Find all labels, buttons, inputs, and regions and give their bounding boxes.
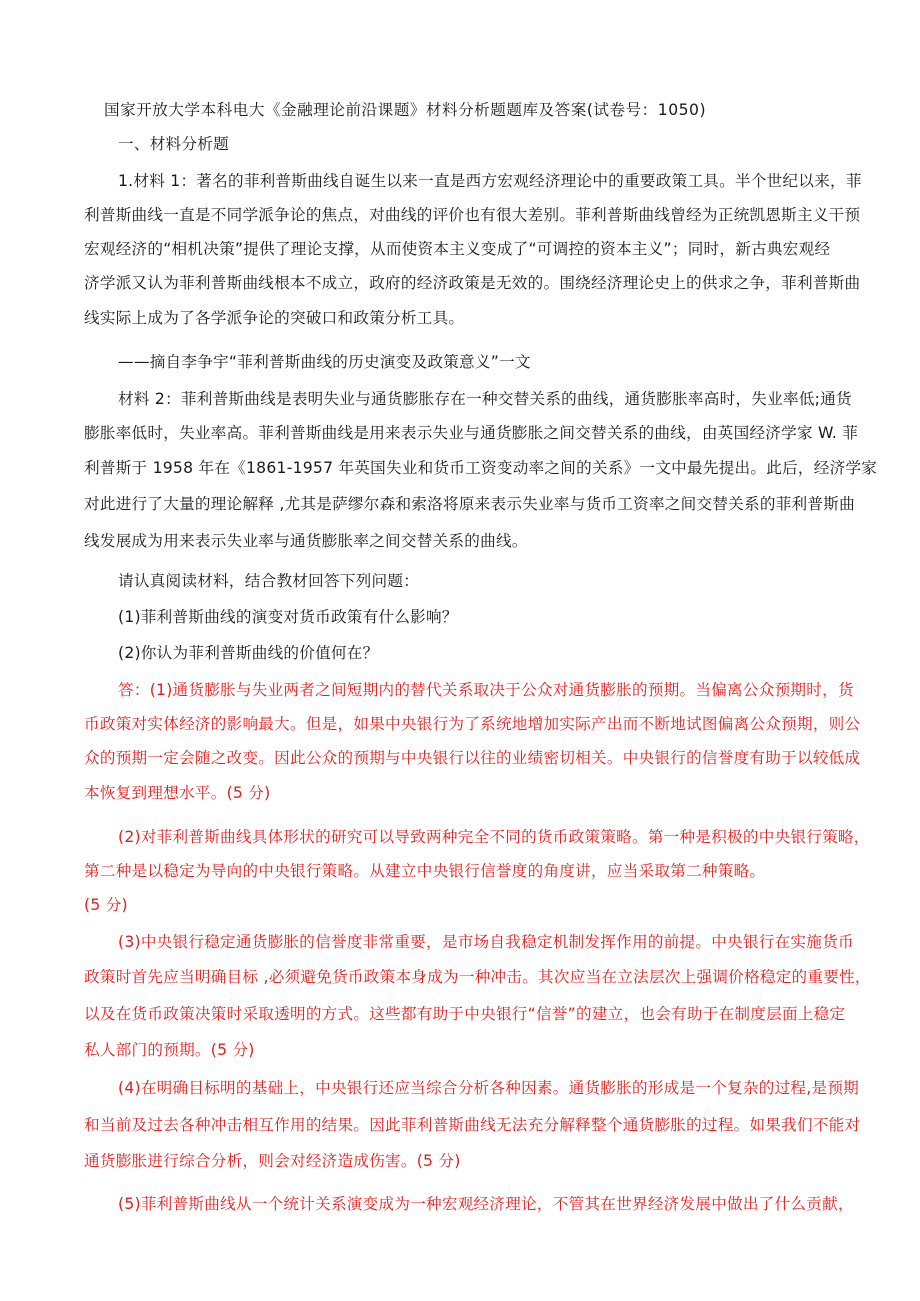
section-heading: 一、材料分析题 — [118, 135, 229, 153]
material-1-line: 济学派又认为菲利普斯曲线根本不成立，政府的经济政策是无效的。围绕经济理论史上的供求之争，菲利普斯曲 — [84, 274, 861, 292]
answer-3-line: 以及在货币政策决策时采取透明的方式。这些都有助于中央银行“信誉”的建立，也会有助于在制度层面上稳定 — [84, 1005, 846, 1023]
material-2-line: 利普斯于 1958 年在《1861-1957 年英国失业和货币工资变动率之间的关系》一文中最先提出。此后，经济学家 — [84, 459, 878, 477]
material-2-line: 材料 2：菲利普斯曲线是表明失业与通货膨胀存在一种交替关系的曲线，通货膨胀率高时，失业率低;通货 — [118, 390, 852, 408]
document-title: 国家开放大学本科电大《金融理论前沿课题》材料分析题题库及答案(试卷号：1050) — [104, 101, 707, 119]
answer-2-line: (2)对菲利普斯曲线具体形状的研究可以导致两种完全不同的货币政策策略。第一种是积极的中央银行策略， — [118, 828, 870, 846]
material-2-line: 膨胀率低时，失业率高。菲利普斯曲线是用来表示失业与通货膨胀之间交替关系的曲线，由英国经济学家 W. 菲 — [84, 424, 859, 442]
material-1-line: 宏观经济的“相机决策”提供了理论支撑，从而使资本主义变成了“可调控的资本主义”；同时，新古典宏观经 — [84, 240, 831, 258]
material-1-line: 1.材料 1：著名的菲利普斯曲线自诞生以来一直是西方宏观经济理论中的重要政策工具。半个世纪以来，菲 — [118, 172, 862, 190]
answer-1-line: 币政策对实体经济的影响最大。但是，如果中央银行为了系统地增加实际产出而不断地试图偏离公众预期，则公 — [84, 715, 861, 733]
answer-4-line: 和当前及过去各种冲击相互作用的结果。因此菲利普斯曲线无法充分解释整个通货膨胀的过程。如果我们不能对 — [84, 1116, 861, 1134]
answer-5-line: (5)菲利普斯曲线从一个统计关系演变成为一种宏观经济理论，不管其在世界经济发展中做出了什么贡献， — [118, 1195, 854, 1213]
question-2: (2)你认为菲利普斯曲线的价值何在？ — [118, 644, 379, 662]
material-2-line: 线发展成为用来表示失业率与通货膨胀率之间交替关系的曲线。 — [84, 532, 528, 550]
material-1-line: 线实际上成为了各学派争论的突破口和政策分析工具。 — [84, 309, 465, 327]
answer-1-line: 本恢复到理想水平。(5 分) — [84, 784, 271, 802]
answer-3-line: 私人部门的预期。(5 分) — [84, 1041, 255, 1059]
material-1-line: 利普斯曲线一直是不同学派争论的焦点，对曲线的评价也有很大差别。菲利普斯曲线曾经为正统凯恩斯主义干预 — [84, 206, 861, 224]
answer-3-line: 政策时首先应当明确目标 ,必须避免货币政策本身成为一种冲击。其次应当在立法层次上强调价格稳定的重要性， — [84, 968, 871, 986]
source-citation: ——摘自李争宇“菲利普斯曲线的历史演变及政策意义”一文 — [118, 353, 531, 371]
answer-2-line: (5 分) — [84, 896, 128, 914]
answer-3-line: (3)中央银行稳定通货膨胀的信誉度非常重要，是市场自我稳定机制发挥作用的前提。中央银行在实施货币 — [118, 933, 854, 951]
instruction: 请认真阅读材料，结合教材回答下列问题： — [118, 572, 420, 590]
material-2-line: 对此进行了大量的理论解释 ,尤其是萨缪尔森和索洛将原来表示失业率与货币工资率之间交替关系的菲利普斯曲 — [84, 495, 855, 513]
answer-1-line: 答：(1)通货膨胀与失业两者之间短期内的替代关系取决于公众对通货膨胀的预期。当偏离公众预期时，货 — [118, 681, 854, 699]
answer-4-line: 通货膨胀进行综合分析，则会对经济造成伤害。(5 分) — [84, 1152, 461, 1170]
answer-1-line: 众的预期一定会随之改变。因此公众的预期与中央银行以往的业绩密切相关。中央银行的信誉度有助于以较低成 — [84, 749, 861, 767]
question-1: (1)菲利普斯曲线的演变对货币政策有什么影响？ — [118, 608, 458, 626]
answer-2-line: 第二种是以稳定为导向的中央银行策略。从建立中央银行信誉度的角度讲，应当采取第二种策略。 — [84, 862, 766, 880]
answer-4-line: (4)在明确目标明的基础上，中央银行还应当综合分析各种因素。通货膨胀的形成是一个复杂的过程,是预期 — [118, 1079, 860, 1097]
